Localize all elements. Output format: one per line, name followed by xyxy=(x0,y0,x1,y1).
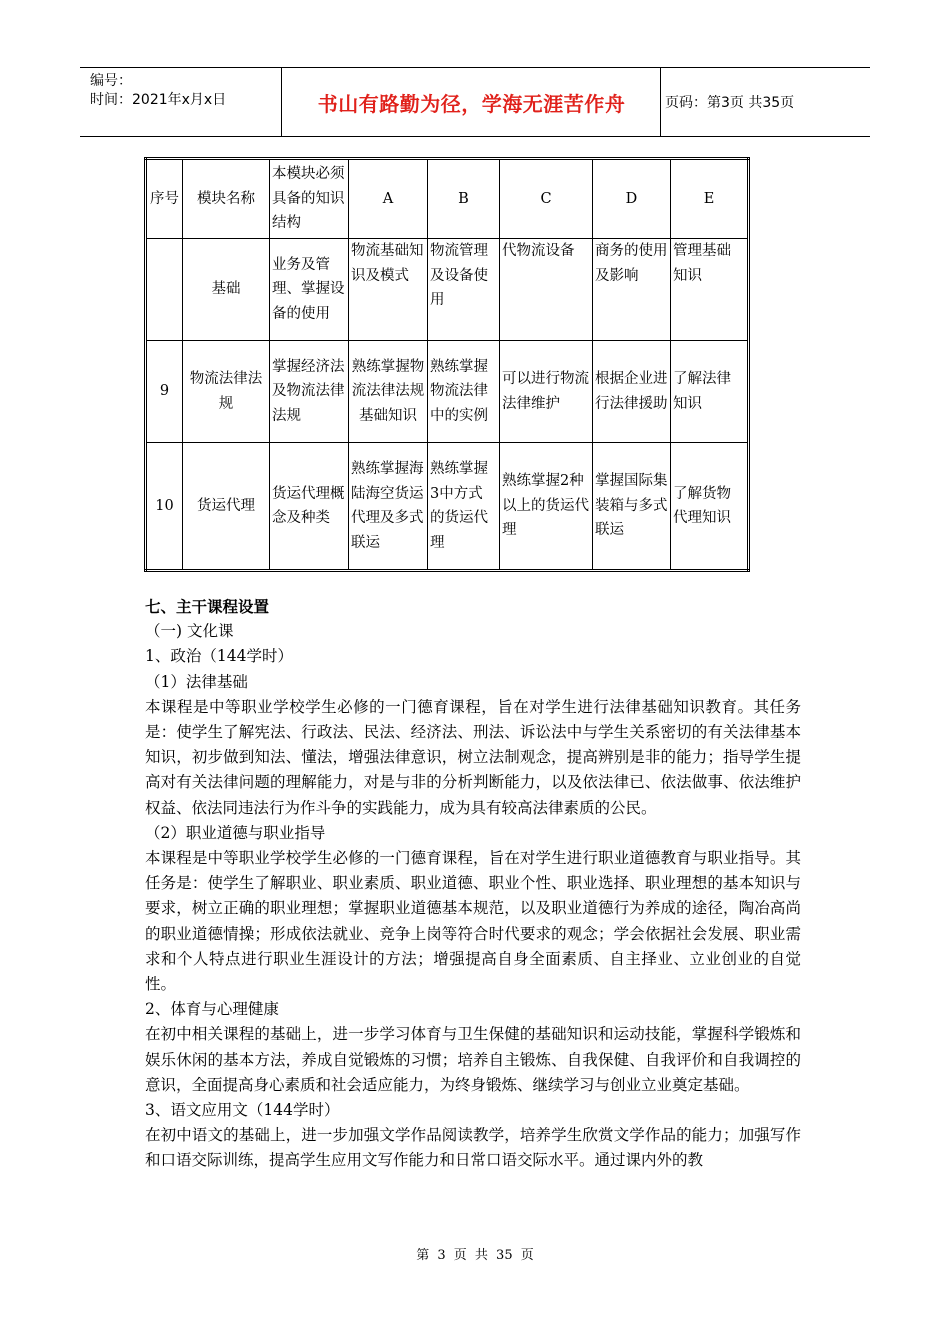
document-body xyxy=(145,594,801,1174)
course-subheading: （1）法律基础 xyxy=(145,672,248,691)
course-subheading: （2）职业道德与职业指导 xyxy=(145,823,326,842)
table-cell: 货运代理概念及种类 xyxy=(270,443,349,571)
header-motto: 书山有路勤为径，学海无涯苦作舟 xyxy=(283,68,661,136)
header-cell-knowledge: 本模块必须具备的知识结构 xyxy=(270,159,349,239)
table-cell: 根据企业进行法律援助 xyxy=(593,341,671,443)
table-cell: 物流管理及设备使用 xyxy=(428,239,500,341)
paragraph: 在初中语文的基础上，进一步加强文学作品阅读教学，培养学生欣赏文学作品的能力；加强写作和口语交际训练，提高学生应用文写作能力和日常口语交际水平。通过课内外的教 xyxy=(145,1126,801,1170)
header-cell-d: D xyxy=(593,159,671,239)
table-row xyxy=(146,341,749,443)
page-footer: 第 3 页 共 35 页 xyxy=(416,1248,534,1263)
table-cell: 9 xyxy=(146,341,183,443)
header-cell-b: B xyxy=(428,159,500,239)
table-cell: 熟练掌握海陆海空货运代理及多式联运 xyxy=(349,443,428,571)
table-cell: 管理基础知识 xyxy=(671,239,749,341)
table-row xyxy=(146,239,749,341)
document-time-label: 时间：2021年x月x日 xyxy=(90,92,227,108)
table-cell: 熟练掌握2种以上的货运代理 xyxy=(500,443,593,571)
header-cell-c: C xyxy=(500,159,593,239)
course-heading: 2、体育与心理健康 xyxy=(145,1000,279,1019)
document-number-label: 编号： xyxy=(90,73,132,89)
table-row xyxy=(146,443,749,571)
table-cell: 代物流设备 xyxy=(500,239,593,341)
table-cell xyxy=(146,239,183,341)
table-cell: 熟练掌握3中方式的货运代理 xyxy=(428,443,500,571)
table-cell: 可以进行物流法律维护 xyxy=(500,341,593,443)
paragraph: 在初中相关课程的基础上，进一步学习体育与卫生保健的基础知识和运动技能，掌握科学锻炼和娱乐休闲的基本方法，养成自觉锻炼的习惯；培养自主锻炼、自我保健、自我评价和自我调控的意识，全面提高身心素质和社会适应能力，为终身锻炼、继续学习与创业立业奠定基础。 xyxy=(145,1025,801,1094)
course-heading: 1、政治（144学时） xyxy=(145,647,293,666)
page-header xyxy=(80,67,870,137)
table-cell: 业务及管理、掌握设备的使用 xyxy=(270,239,349,341)
header-cell-a: A xyxy=(349,159,428,239)
table-cell: 货运代理 xyxy=(183,443,270,571)
header-page-label: 页码：第3页 共35页 xyxy=(665,95,795,111)
paragraph: 本课程是中等职业学校学生必修的一门德育课程，旨在对学生进行职业道德教育与职业指导。其任务是：使学生了解职业、职业素质、职业道德、职业个性、职业选择、职业理想的基本知识与要求，树立正确的职业理想；掌握职业道德基本规范，以及职业道德行为养成的途径，陶冶高尚的职业道德情操；形成依法就业、竞争上岗等符合时代要求的观念；学会依据社会发展、职业需求和个人特点进行职业生涯设计的方法；增强提高自身全面素质、自主择业、立业创业的自觉性。 xyxy=(145,849,801,994)
table-cell: 商务的使用及影响 xyxy=(593,239,671,341)
header-meta xyxy=(80,68,282,136)
table-cell: 掌握经济法及物流法律法规 xyxy=(270,341,349,443)
section-title: 七、主干课程设置 xyxy=(145,597,270,616)
table-cell: 10 xyxy=(146,443,183,571)
module-table-wrapper xyxy=(144,157,750,572)
table-cell: 物流法律法规 xyxy=(183,341,270,443)
header-cell-module: 模块名称 xyxy=(183,159,270,239)
table-cell: 掌握国际集装箱与多式联运 xyxy=(593,443,671,571)
table-cell: 了解法律知识 xyxy=(671,341,749,443)
table-cell: 了解货物代理知识 xyxy=(671,443,749,571)
table-cell: 物流基础知识及模式 xyxy=(349,239,428,341)
header-cell-e: E xyxy=(671,159,749,239)
header-cell-index: 序号 xyxy=(146,159,183,239)
paragraph: 本课程是中等职业学校学生必修的一门德育课程，旨在对学生进行法律基础知识教育。其任务是：使学生了解宪法、行政法、民法、经济法、刑法、诉讼法中与学生关系密切的有关法律基本知识，初步做到知法、懂法，增强法律意识，树立法制观念，提高辨别是非的能力；指导学生提高对有关法律问题的理解能力，对是与非的分析判断能力，以及依法律已、依法做事、依法维护权益、依法同违法行为作斗争的实践能力，成为具有较高法律素质的公民。 xyxy=(145,697,801,817)
module-table xyxy=(144,157,750,572)
course-heading: 3、语文应用文（144学时） xyxy=(145,1101,340,1120)
subsection-heading: （一) 文化课 xyxy=(145,622,234,641)
table-cell: 熟练掌握物流法律法规基础知识 xyxy=(349,341,428,443)
table-header-row xyxy=(146,159,749,239)
table-cell: 熟练掌握物流法律中的实例 xyxy=(428,341,500,443)
table-cell: 基础 xyxy=(183,239,270,341)
